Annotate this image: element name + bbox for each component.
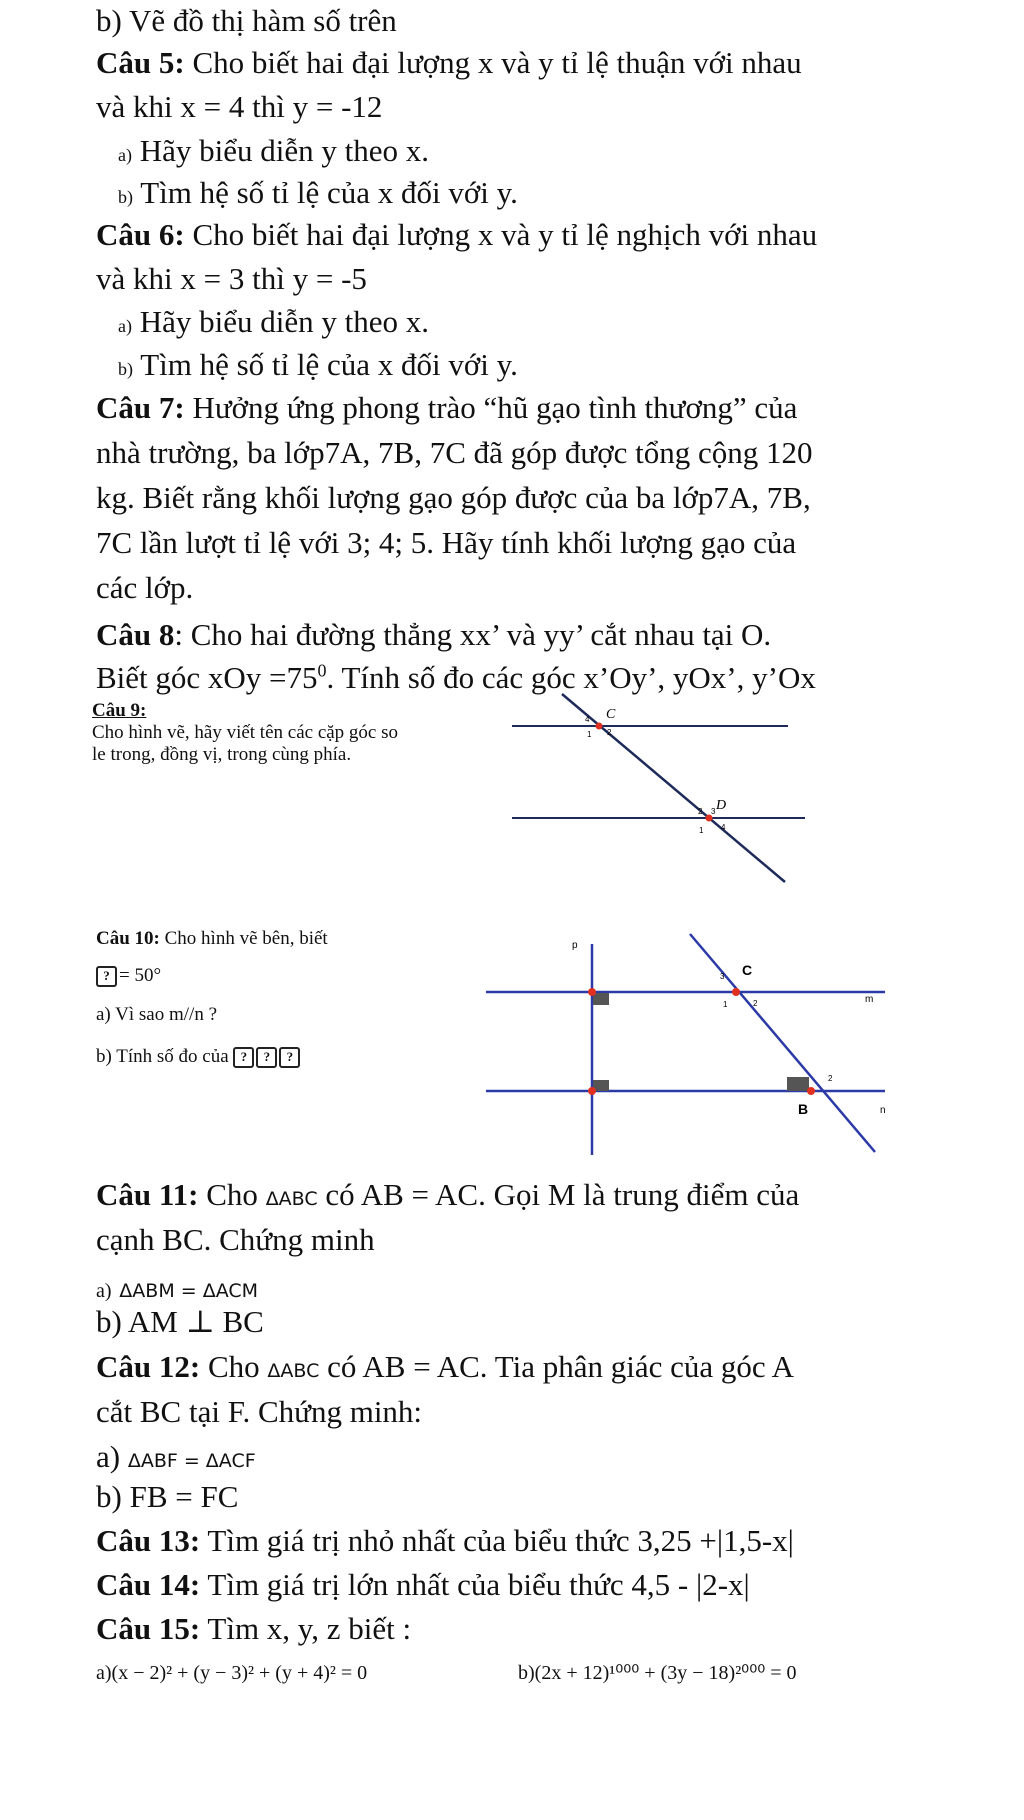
question-14: Câu 14: Tìm giá trị lớn nhất của biểu thức 4,5 - |2-x| [96, 1567, 750, 1602]
question-5-cont: và khi x = 4 thì y = -12 [96, 89, 383, 124]
fig10-label-n: n [880, 1105, 886, 1116]
question-6b: b) Tìm hệ số tỉ lệ của x đối với y. [118, 347, 518, 382]
question-9-line-2: le trong, đồng vị, trong cùng phía. [92, 743, 352, 765]
fig10-label-c: C [742, 962, 753, 978]
fig9-transversal [562, 694, 785, 882]
question-12: Câu 12: Cho ΔABC có AB = AC. Tia phân giác của góc A [96, 1349, 795, 1384]
fig10-label-p: p [572, 940, 578, 951]
fig9-num-1-bottom: 1 [699, 826, 704, 835]
question-7-line-2: nhà trường, ba lớp7A, 7B, 7C đã góp được tổng cộng 120 [96, 435, 813, 470]
question-10a: a) Vì sao m//n ? [96, 1004, 218, 1025]
question-5b: b) Tìm hệ số tỉ lệ của x đối với y. [118, 175, 518, 210]
question-9 [92, 700, 398, 766]
fig9-num-2-bottom: 2 [698, 807, 703, 816]
question-15b: b)(2x + 12)¹⁰⁰⁰ + (3y − 18)²⁰⁰⁰ = 0 [518, 1662, 797, 1684]
question-6a: a) Hãy biểu diễn y theo x. [118, 304, 429, 339]
fig10-angle-mark-b [787, 1077, 809, 1091]
missing-angle-icon: ? [96, 966, 117, 987]
question-15: Câu 15: Tìm x, y, z biết : [96, 1611, 412, 1646]
fig10-label-b: B [798, 1101, 809, 1117]
question-8-line-2: Biết góc xOy $=75^0$. Tính số đo các góc x’Oy’, yOx’, y’Ox [96, 660, 816, 695]
missing-angle-icon: ? [279, 1047, 300, 1068]
fig9-label-d: D [716, 798, 727, 813]
fig10-point-b [807, 1087, 815, 1095]
fig10-num-1: 1 [723, 1000, 728, 1009]
fig9-point-c [596, 723, 603, 730]
fig10-point-pm [588, 988, 596, 996]
fig10-num-2-bottom: 2 [828, 1074, 833, 1083]
question-11b: b) AM ⊥ BC [96, 1304, 264, 1339]
question-12b: b) FB = FC [96, 1479, 239, 1514]
fig9-num-4-top: 4 [585, 715, 590, 724]
fig10-num-2-top: 2 [753, 999, 758, 1008]
question-8: Câu 8: Cho hai đường thẳng xx’ và yy’ cắt nhau tại O. [96, 617, 772, 652]
fig9-num-3-bottom: 3 [711, 807, 716, 816]
question-5: Câu 5: Cho biết hai đại lượng x và y tỉ lệ thuận với nhau [96, 45, 802, 80]
question-9-line-1: Cho hình vẽ, hãy viết tên các cặp góc so [92, 721, 399, 743]
fig9-num-4-bottom: 4 [721, 823, 726, 832]
question-10: Câu 10: Cho hình vẽ bên, biết [96, 928, 328, 949]
fig10-num-3: 3 [720, 972, 725, 981]
question-11-line-2: cạnh BC. Chứng minh [96, 1222, 375, 1257]
question-5a: a) Hãy biểu diễn y theo x. [118, 133, 429, 168]
figure-question-9 [500, 690, 810, 890]
fig10-point-c [732, 988, 740, 996]
question-12a: a) ΔABF = ΔACF [96, 1439, 256, 1474]
question-13: Câu 13: Tìm giá trị nhỏ nhất của biểu thức 3,25 +|1,5-x| [96, 1523, 794, 1558]
fig10-right-angle-m [593, 993, 609, 1005]
question-11: Câu 11: Cho ΔABC có AB = AC. Gọi M là trung điểm của [96, 1177, 800, 1212]
fig9-num-2-top: 2 [607, 728, 612, 737]
question-7: Câu 7: Hưởng ứng phong trào “hũ gạo tình thương” của [96, 390, 798, 425]
missing-angle-icon: ? [256, 1047, 277, 1068]
question-12-line-2: cắt BC tại F. Chứng minh: [96, 1394, 423, 1429]
fig10-transversal [690, 934, 875, 1152]
question-10-given: ? = 50° [96, 965, 161, 987]
line-1: b) Vẽ đồ thị hàm số trên [96, 3, 397, 38]
figure-question-10 [480, 930, 900, 1160]
missing-angle-icon: ? [233, 1047, 254, 1068]
fig10-point-pn [588, 1087, 596, 1095]
fig9-label-c: C [606, 707, 616, 722]
question-7-line-4: 7C lần lượt tỉ lệ với 3; 4; 5. Hãy tính khối lượng gạo của [96, 525, 797, 560]
question-7-line-5: các lớp. [96, 570, 194, 605]
question-6-cont: và khi x = 3 thì y = -5 [96, 261, 367, 296]
question-10b: b) Tính số đo của ? ? ? [96, 1046, 302, 1068]
fig10-label-m: m [865, 994, 874, 1005]
question-9-label: Câu 9: [92, 700, 147, 721]
fig9-num-1-top: 1 [587, 730, 592, 739]
question-15a: a)(x − 2)² + (y − 3)² + (y + 4)² = 0 [96, 1662, 368, 1684]
question-11a: a) ΔABM = ΔACM [96, 1280, 259, 1302]
question-6: Câu 6: Cho biết hai đại lượng x và y tỉ lệ nghịch với nhau [96, 217, 818, 252]
question-7-line-3: kg. Biết rằng khối lượng gạo góp được của ba lớp7A, 7B, [96, 480, 811, 515]
